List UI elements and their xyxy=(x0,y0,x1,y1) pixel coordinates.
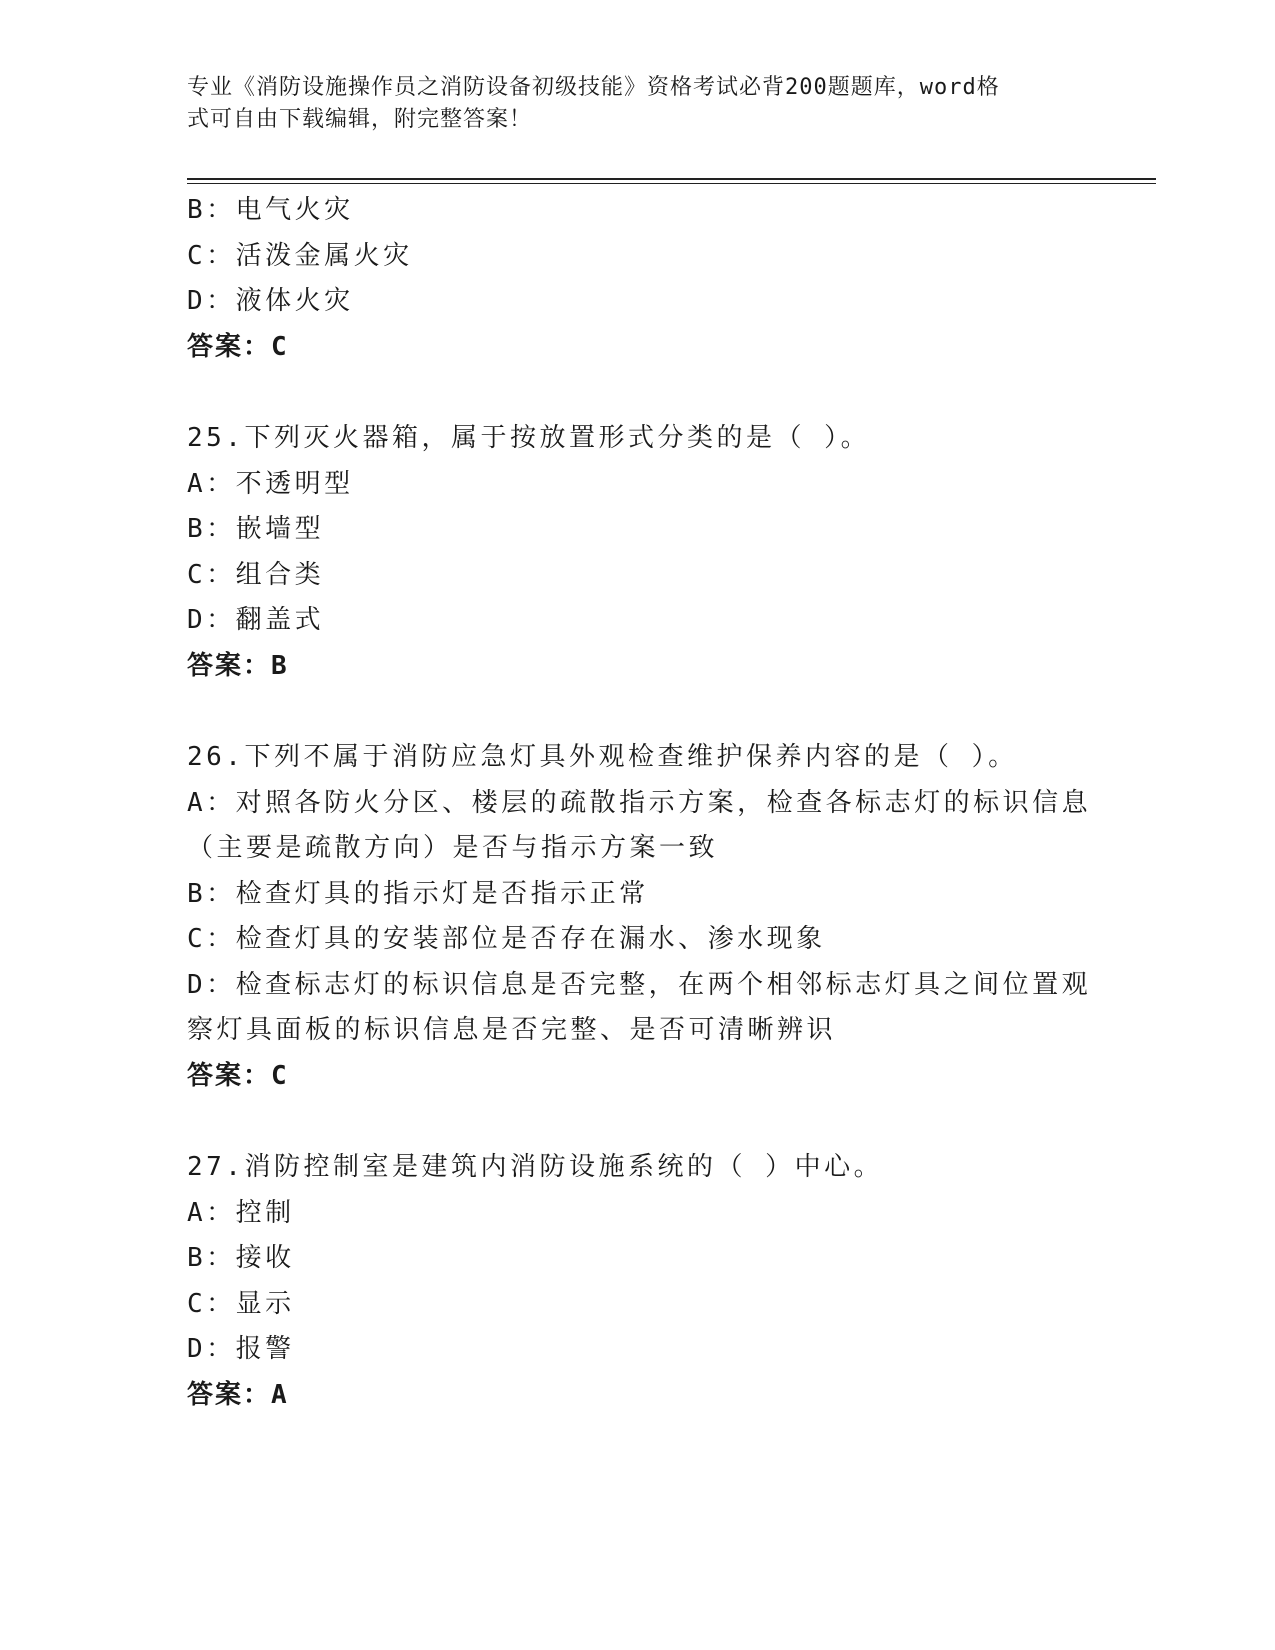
option-b: B：电气火灾 xyxy=(187,195,354,225)
answer: 答案：C xyxy=(187,331,289,362)
question-stem: 26.下列不属于消防应急灯具外观检查维护保养内容的是（ ）。 xyxy=(187,742,1018,772)
answer: 答案：B xyxy=(187,650,289,681)
header-divider-thin xyxy=(187,183,1156,184)
header-divider xyxy=(187,178,1156,180)
question-27 xyxy=(187,1145,1087,1418)
option-b: B：检查灯具的指示灯是否指示正常 xyxy=(187,878,649,909)
option-d: D：翻盖式 xyxy=(187,605,325,635)
question-stem: 25.下列灭火器箱，属于按放置形式分类的是（ ）。 xyxy=(187,423,871,453)
option-c: C：显示 xyxy=(187,1288,295,1319)
option-c: C：活泼金属火灾 xyxy=(187,240,413,271)
answer: 答案：C xyxy=(187,1060,289,1091)
option-d: D：液体火灾 xyxy=(187,286,354,316)
option-d: D：报警 xyxy=(187,1334,295,1364)
option-a-continued: （主要是疏散方向）是否与指示方案一致 xyxy=(187,833,719,863)
question-list xyxy=(187,188,1092,1418)
option-c: C：检查灯具的安装部位是否存在漏水、渗水现象 xyxy=(187,924,826,954)
option-d-continued: 察灯具面板的标识信息是否完整、是否可清晰辨识 xyxy=(187,1015,837,1045)
prev-question-block xyxy=(187,188,1087,370)
option-a: A：控制 xyxy=(187,1197,295,1228)
option-a: A：不透明型 xyxy=(187,468,354,499)
header-line-1: 专业《消防设施操作员之消防设备初级技能》资格考试必背200题题库，word格 xyxy=(187,75,1000,100)
document-header xyxy=(187,72,1067,136)
option-d: D：检查标志灯的标识信息是否完整，在两个相邻标志灯具之间位置观 xyxy=(187,969,1092,1000)
header-line-2: 式可自由下载编辑，附完整答案！ xyxy=(187,107,533,132)
question-25 xyxy=(187,416,1087,689)
question-stem: 27.消防控制室是建筑内消防设施系统的（ ）中心。 xyxy=(187,1152,884,1182)
answer: 答案：A xyxy=(187,1379,289,1410)
option-b: B：接收 xyxy=(187,1243,295,1273)
option-c: C：组合类 xyxy=(187,559,325,590)
option-a: A：对照各防火分区、楼层的疏散指示方案，检查各标志灯的标识信息 xyxy=(187,787,1092,818)
question-26 xyxy=(187,735,1092,1099)
option-b: B：嵌墙型 xyxy=(187,514,325,544)
